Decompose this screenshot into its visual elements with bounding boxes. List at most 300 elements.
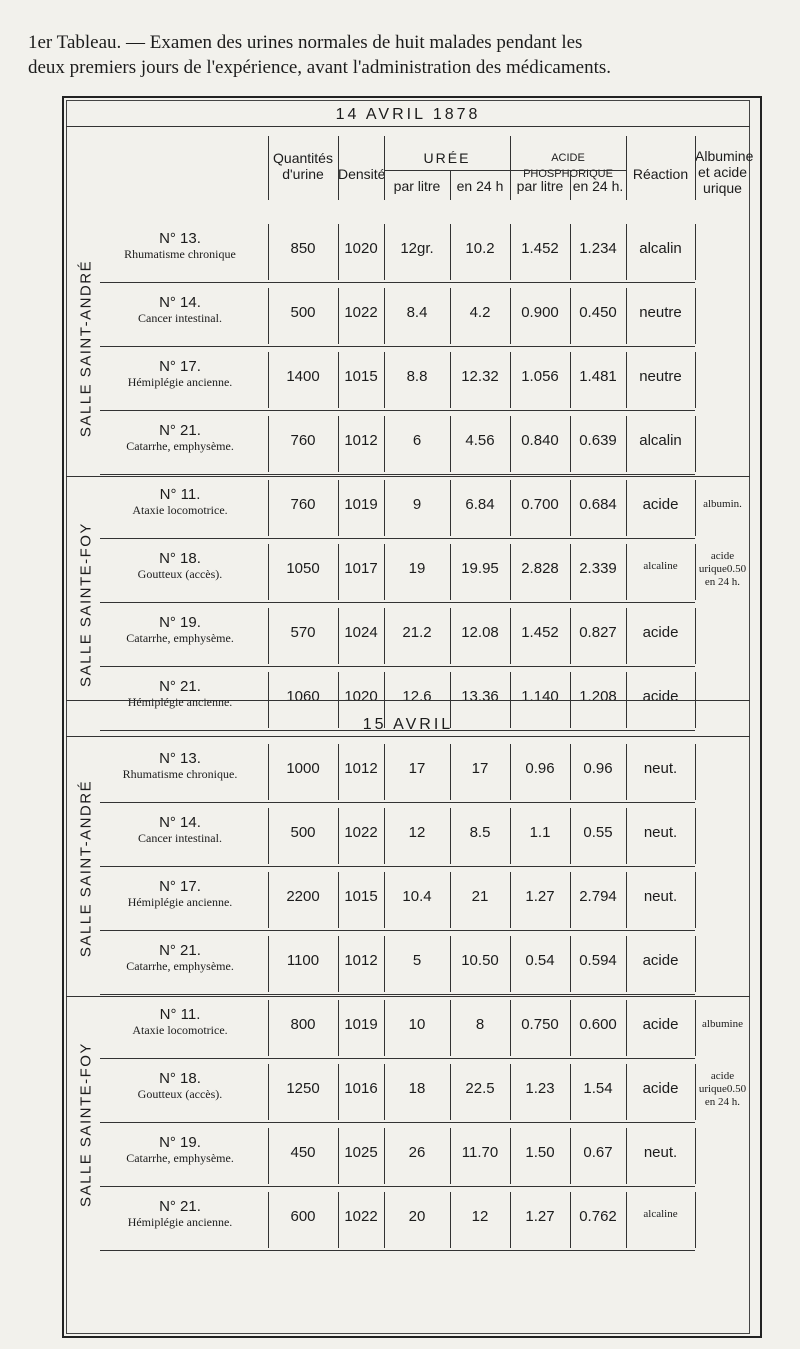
patient-number: N° 11. [159,1006,201,1023]
value-d: 1019 [344,1016,378,1033]
value-u24: 4.2 [469,304,491,321]
column-rule [384,480,385,536]
column-rule [570,608,571,664]
column-rule [268,608,269,664]
value-ul: 6 [412,432,422,449]
header-acide-24h: en 24 h. [572,178,624,194]
column-rule [450,288,451,344]
value-ul: 12.6 [402,688,432,705]
value-d: 1025 [344,1144,378,1161]
header-quantite: Quantités d'urine [273,150,333,182]
column-rule [510,1128,511,1184]
column-rule [570,288,571,344]
patient-diagnosis: Hémiplégie ancienne. [127,1215,233,1229]
column-rule [384,1192,385,1248]
value-u24: 11.70 [461,1144,499,1161]
column-rule [384,808,385,864]
header-column-rule [510,136,511,200]
value-al: 0.840 [521,432,559,449]
column-rule [626,1000,627,1056]
row-rule [100,538,695,539]
value-ul: 9 [412,496,422,513]
column-rule [510,936,511,992]
value-al: 1.1 [529,824,551,841]
patient-diagnosis: Goutteux (accès). [137,567,223,581]
patient-diagnosis: Rhumatisme chronique. [122,767,238,781]
value-r: neut. [643,760,678,777]
column-rule [384,1000,385,1056]
column-rule [510,416,511,472]
value-al: 1.27 [525,1208,555,1225]
column-rule [384,352,385,408]
column-rule [510,480,511,536]
value-q: 800 [290,1016,316,1033]
value-q: 760 [290,496,316,513]
column-rule [510,608,511,664]
column-rule [268,288,269,344]
patient-diagnosis: Ataxie locomotrice. [132,1023,228,1037]
value-q: 1000 [286,760,320,777]
title-line-1: 1er Tableau. — Examen des urines normales de huit malades pendant les [28,32,583,53]
patient-cell [100,230,260,262]
column-rule [626,608,627,664]
column-rule [626,480,627,536]
row-rule [100,346,695,347]
patient-diagnosis: Catarrhe, emphysème. [126,1151,234,1165]
row-rule [100,602,695,603]
value-r: neut. [643,1144,678,1161]
column-rule [570,224,571,280]
column-rule [570,1000,571,1056]
patient-cell [100,294,260,326]
header-uree-par-litre: par litre [393,178,441,194]
value-a24: 2.339 [579,560,617,577]
value-r: acide [642,1016,679,1033]
column-rule [510,872,511,928]
value-d: 1022 [344,824,378,841]
patient-number: N° 21. [159,942,201,959]
column-rule [570,936,571,992]
value-ul: 18 [408,1080,426,1097]
patient-number: N° 19. [159,1134,201,1151]
row-rule [100,866,695,867]
patient-number: N° 14. [159,814,201,831]
value-u24: 12 [471,1208,489,1225]
column-rule [695,872,696,928]
column-rule [570,416,571,472]
value-a24: 0.67 [583,1144,613,1161]
column-rule [384,224,385,280]
value-d: 1019 [344,496,378,513]
row-rule [100,474,695,475]
column-rule [450,808,451,864]
patient-diagnosis: Cancer intestinal. [138,311,222,325]
patient-diagnosis: Cancer intestinal. [138,831,222,845]
column-rule [695,288,696,344]
column-rule [338,288,339,344]
value-a24: 0.762 [579,1208,617,1225]
column-rule [695,480,696,536]
patient-diagnosis: Ataxie locomotrice. [132,503,228,517]
header-sub-rule [384,170,626,171]
patient-number: N° 18. [159,1070,201,1087]
value-a24: 1.481 [579,368,617,385]
header-reaction: Réaction [632,166,689,182]
patient-diagnosis: Catarrhe, emphysème. [126,631,234,645]
column-rule [338,936,339,992]
column-rule [695,608,696,664]
value-r: neutre [639,304,682,321]
value-ul: 19 [408,560,426,577]
column-rule [570,1064,571,1120]
patient-cell [100,814,260,846]
value-u24: 4.56 [465,432,495,449]
patient-diagnosis: Rhumatisme chronique [124,247,236,261]
column-rule [570,872,571,928]
column-rule [338,1064,339,1120]
date-heading-2: 15 AVRIL [362,716,454,733]
value-q: 570 [290,624,316,641]
value-q: 850 [290,240,316,257]
patient-diagnosis: Hémiplégie ancienne. [127,375,233,389]
column-rule [510,352,511,408]
column-rule [450,744,451,800]
row-rule [100,282,695,283]
value-q: 1050 [286,560,320,577]
value-r: neutre [639,368,682,385]
value-al: 2.828 [521,560,559,577]
header-albumine: Albumine et acide urique [695,148,754,196]
column-rule [450,416,451,472]
column-rule [268,936,269,992]
column-rule [695,1192,696,1248]
column-rule [626,872,627,928]
column-rule [695,1128,696,1184]
value-u24: 10.2 [465,240,495,257]
column-rule [510,288,511,344]
column-rule [510,1192,511,1248]
date-heading: 14 AVRIL 1878 [335,106,481,123]
value-ul: 21.2 [402,624,432,641]
column-rule [450,1064,451,1120]
column-rule [384,1064,385,1120]
column-rule [450,224,451,280]
patient-cell [100,486,260,518]
value-ul: 12 [408,824,426,841]
patient-cell [100,1134,260,1166]
column-rule [268,1000,269,1056]
value-r: neut. [643,824,678,841]
value-u24: 19.95 [461,560,499,577]
ward-label-andre: SALLE SAINT-ANDRÉ [77,779,95,958]
value-q: 1060 [286,688,320,705]
row-rule [100,994,695,995]
date-rule [66,126,750,127]
ward-separator [66,996,750,997]
column-rule [570,352,571,408]
column-rule [626,744,627,800]
column-rule [510,744,511,800]
value-r: acide [642,952,679,969]
value-q: 500 [290,304,316,321]
title-line-2: deux premiers jours de l'expérience, avant l'administration des médicaments. [28,57,611,78]
patient-cell [100,358,260,390]
value-r: alcalin [639,432,682,449]
value-u24: 10.50 [461,952,499,969]
value-d: 1022 [344,1208,378,1225]
patient-cell [100,942,260,974]
patient-number: N° 17. [159,358,201,375]
column-rule [450,936,451,992]
column-rule [450,1000,451,1056]
column-rule [626,224,627,280]
column-rule [695,544,696,600]
column-rule [338,544,339,600]
header-acide: ACIDE PHOSPHORIQUE [523,152,613,180]
column-rule [510,808,511,864]
value-d: 1022 [344,304,378,321]
patient-number: N° 21. [159,1198,201,1215]
patient-cell [100,678,260,710]
patient-number: N° 21. [159,422,201,439]
row-rule [100,1186,695,1187]
column-rule [384,744,385,800]
value-q: 2200 [286,888,320,905]
value-u24: 8 [475,1016,485,1033]
value-u24: 21 [471,888,489,905]
patient-cell [100,1198,260,1230]
value-a24: 1.54 [583,1080,613,1097]
value-u24: 8.5 [469,824,491,841]
value-a24: 0.55 [583,824,613,841]
column-rule [570,808,571,864]
column-rule [384,544,385,600]
value-d: 1015 [344,368,378,385]
date-rule-2 [66,736,750,737]
value-d: 1016 [344,1080,378,1097]
row-rule [100,930,695,931]
header-column-rule [695,136,696,200]
patient-number: N° 18. [159,550,201,567]
column-rule [450,872,451,928]
column-rule [570,1128,571,1184]
ward-label-andre: SALLE SAINT-ANDRÉ [77,259,95,438]
column-rule [268,1128,269,1184]
value-al: 0.700 [521,496,559,513]
column-rule [695,1064,696,1120]
column-rule [338,744,339,800]
column-rule [384,416,385,472]
column-rule [384,936,385,992]
ward-label-foy: SALLE SAINTE-FOY [77,1042,95,1207]
value-al: 1.056 [521,368,559,385]
column-rule [626,1064,627,1120]
patient-diagnosis: Goutteux (accès). [137,1087,223,1101]
patient-cell [100,550,260,582]
column-rule [338,808,339,864]
value-q: 1100 [286,952,320,969]
column-rule [510,224,511,280]
header-column-rule [268,136,269,200]
value-r: acide [642,1080,679,1097]
column-rule [338,1192,339,1248]
column-rule [384,872,385,928]
column-rule [450,1128,451,1184]
column-rule [626,288,627,344]
column-rule [626,544,627,600]
column-rule [268,808,269,864]
value-ul: 20 [408,1208,426,1225]
column-rule [268,1192,269,1248]
value-a24: 0.450 [579,304,617,321]
column-rule [268,872,269,928]
column-rule [450,1192,451,1248]
patient-number: N° 17. [159,878,201,895]
section-rule [66,700,750,701]
column-rule [338,480,339,536]
value-q: 1400 [286,368,320,385]
patient-number: N° 14. [159,294,201,311]
value-al: 0.900 [521,304,559,321]
value-u24: 12.08 [461,624,499,641]
column-rule [338,1000,339,1056]
patient-diagnosis: Hémiplégie ancienne. [127,695,233,709]
value-d: 1020 [344,688,378,705]
value-al: 0.96 [525,760,555,777]
column-rule [338,224,339,280]
value-al: 1.27 [525,888,555,905]
value-q: 760 [290,432,316,449]
value-u24: 13.36 [461,688,499,705]
value-d: 1012 [344,952,378,969]
column-rule [268,544,269,600]
value-ul: 8.8 [406,368,428,385]
value-r: alcaline [643,1208,678,1220]
header-densite: Densité [338,166,386,182]
value-al: 1.452 [521,240,559,257]
value-a24: 0.96 [583,760,613,777]
value-d: 1024 [344,624,378,641]
value-a24: 0.684 [579,496,617,513]
column-rule [570,744,571,800]
value-q: 600 [290,1208,316,1225]
value-ul: 8.4 [406,304,428,321]
value-q: 450 [290,1144,316,1161]
value-al: 0.750 [521,1016,559,1033]
column-rule [695,744,696,800]
value-u24: 6.84 [465,496,495,513]
column-rule [626,352,627,408]
value-albumine: acide urique0.50 en 24 h. [698,550,747,588]
patient-cell [100,1070,260,1102]
column-rule [695,1000,696,1056]
column-rule [338,352,339,408]
ward-separator [66,476,750,477]
column-rule [626,1192,627,1248]
column-rule [268,416,269,472]
value-d: 1015 [344,888,378,905]
value-u24: 17 [471,760,489,777]
column-rule [570,544,571,600]
patient-cell [100,614,260,646]
value-d: 1017 [344,560,378,577]
value-al: 1.50 [525,1144,555,1161]
column-rule [695,416,696,472]
value-r: neut. [643,888,678,905]
value-d: 1020 [344,240,378,257]
patient-number: N° 13. [159,230,201,247]
patient-cell [100,1006,260,1038]
column-rule [268,352,269,408]
column-rule [510,544,511,600]
row-rule [100,666,695,667]
column-rule [268,744,269,800]
patient-diagnosis: Catarrhe, emphysème. [126,439,234,453]
value-ul: 12gr. [400,240,434,257]
header-uree-24h: en 24 h [456,178,504,194]
column-rule [695,224,696,280]
value-ul: 10 [408,1016,426,1033]
row-rule [100,1058,695,1059]
column-rule [384,608,385,664]
value-d: 1012 [344,760,378,777]
value-r: alcaline [643,560,678,572]
patient-cell [100,878,260,910]
patient-cell [100,750,260,782]
value-a24: 1.234 [579,240,617,257]
page-title [28,30,778,80]
column-rule [626,416,627,472]
value-u24: 12.32 [461,368,499,385]
value-a24: 0.594 [579,952,617,969]
column-rule [338,1128,339,1184]
header-acide-par-litre: par litre [516,178,564,194]
value-ul: 26 [408,1144,426,1161]
value-a24: 0.827 [579,624,617,641]
value-u24: 22.5 [465,1080,495,1097]
column-rule [268,480,269,536]
column-rule [570,480,571,536]
column-rule [695,352,696,408]
value-albumine: acide urique0.50 en 24 h. [698,1070,747,1108]
value-d: 1012 [344,432,378,449]
value-al: 0.54 [525,952,555,969]
column-rule [268,1064,269,1120]
value-albumine: albumin. [703,498,742,510]
value-r: acide [642,496,679,513]
value-r: acide [642,688,679,705]
value-al: 1.140 [521,688,559,705]
value-al: 1.23 [525,1080,555,1097]
column-rule [510,1064,511,1120]
column-rule [450,608,451,664]
row-rule [100,802,695,803]
value-a24: 2.794 [579,888,617,905]
column-rule [338,872,339,928]
row-rule [100,1250,695,1251]
value-a24: 0.600 [579,1016,617,1033]
column-rule [626,936,627,992]
value-al: 1.452 [521,624,559,641]
patient-diagnosis: Hémiplégie ancienne. [127,895,233,909]
header-column-rule [450,170,451,200]
patient-number: N° 13. [159,750,201,767]
column-rule [268,224,269,280]
patient-number: N° 21. [159,678,201,695]
column-rule [626,808,627,864]
patient-cell [100,422,260,454]
header-column-rule [384,136,385,200]
